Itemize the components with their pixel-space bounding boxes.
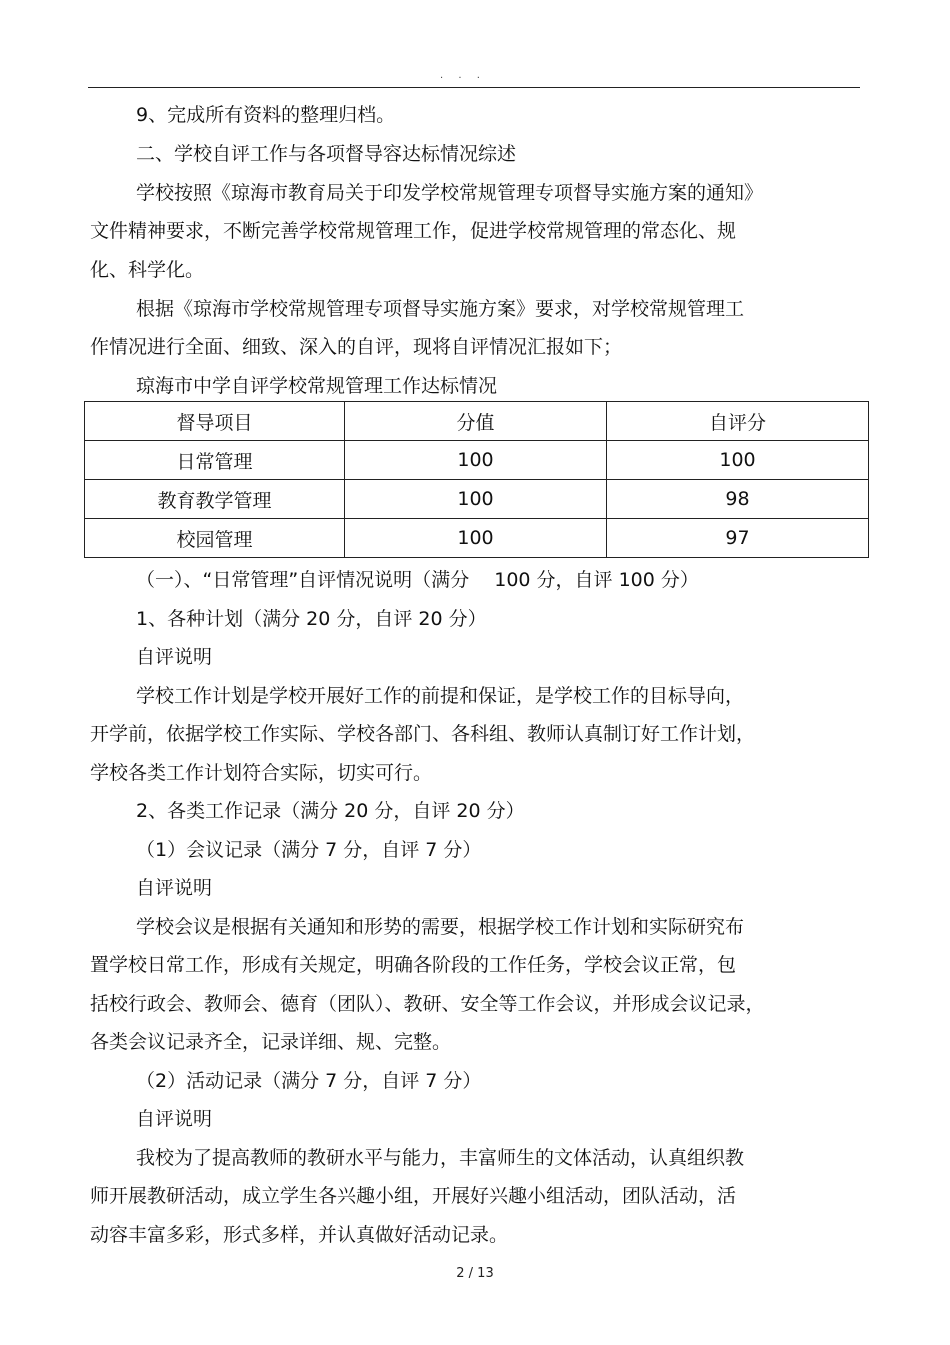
text-line: 根据《琼海市学校常规管理专项督导实施方案》要求，对学校常规管理工 — [136, 298, 745, 320]
text-line: 各类会议记录齐全，记录详细、规、完整。 — [90, 1031, 452, 1053]
table-row — [85, 441, 869, 480]
table-cell: 100 — [345, 480, 607, 519]
text-line: 师开展教研活动，成立学生各兴趣小组，开展好兴趣小组活动，团队活动，活 — [90, 1185, 737, 1207]
subsection-heading: （2）活动记录（满分 7 分，自评 7 分） — [136, 1070, 482, 1092]
column-header: 督导项目 — [85, 402, 345, 441]
text-line: 括校行政会、教师会、德育（团队）、教研、安全等工作会议，并形成会议记录， — [90, 993, 765, 1015]
text-line: 自评说明 — [136, 1108, 213, 1130]
header-rule — [88, 87, 860, 88]
table-cell: 教育教学管理 — [85, 480, 345, 519]
text-line: 学校工作计划是学校开展好工作的前提和保证，是学校工作的目标导向， — [136, 685, 745, 707]
text-line: 我校为了提高教师的教研水平与能力，丰富师生的文体活动，认真组织教 — [136, 1147, 745, 1169]
table-row — [85, 480, 869, 519]
score-table — [84, 401, 869, 558]
column-header: 分值 — [345, 402, 607, 441]
table-cell: 日常管理 — [85, 441, 345, 480]
text-line: 动容丰富多彩，形式多样，并认真做好活动记录。 — [90, 1224, 509, 1246]
text-line: 学校各类工作计划符合实际，切实可行。 — [90, 762, 433, 784]
text-line: 化、科学化。 — [90, 259, 205, 281]
table-row — [85, 519, 869, 558]
section-heading: （一）、“日常管理”自评情况说明（满分 100 分，自评 100 分） — [136, 569, 699, 591]
text-line: 9、完成所有资料的整理归档。 — [136, 104, 396, 126]
page-number: 2 / 13 — [456, 1266, 494, 1281]
column-header: 自评分 — [607, 402, 869, 441]
subsection-heading: 2、各类工作记录（满分 20 分，自评 20 分） — [136, 800, 525, 822]
table-caption: 琼海市中学自评学校常规管理工作达标情况 — [136, 375, 498, 397]
header-mark: . . . — [440, 70, 486, 81]
subsection-heading: 1、各种计划（满分 20 分，自评 20 分） — [136, 608, 487, 630]
text-line: 学校会议是根据有关通知和形势的需要，根据学校工作计划和实际研究布 — [136, 916, 745, 938]
table-cell: 100 — [607, 441, 869, 480]
section-heading: 二、学校自评工作与各项督导容达标情况综述 — [136, 143, 517, 165]
table-cell: 97 — [607, 519, 869, 558]
text-line: 开学前，依据学校工作实际、学校各部门、各科组、教师认真制订好工作计划， — [90, 723, 756, 745]
text-line: 自评说明 — [136, 646, 213, 668]
text-line: 文件精神要求，不断完善学校常规管理工作，促进学校常规管理的常态化、规 — [90, 220, 737, 242]
text-line: 作情况进行全面、细致、深入的自评，现将自评情况汇报如下； — [90, 336, 623, 358]
table-cell: 98 — [607, 480, 869, 519]
subsection-heading: （1）会议记录（满分 7 分，自评 7 分） — [136, 839, 482, 861]
table-header-row — [85, 402, 869, 441]
table-cell: 校园管理 — [85, 519, 345, 558]
text-line: 自评说明 — [136, 877, 213, 899]
table-cell: 100 — [345, 441, 607, 480]
table-cell: 100 — [345, 519, 607, 558]
text-line: 置学校日常工作，形成有关规定，明确各阶段的工作任务，学校会议正常，包 — [90, 954, 737, 976]
text-line: 学校按照《琼海市教育局关于印发学校常规管理专项督导实施方案的通知》 — [136, 182, 764, 204]
